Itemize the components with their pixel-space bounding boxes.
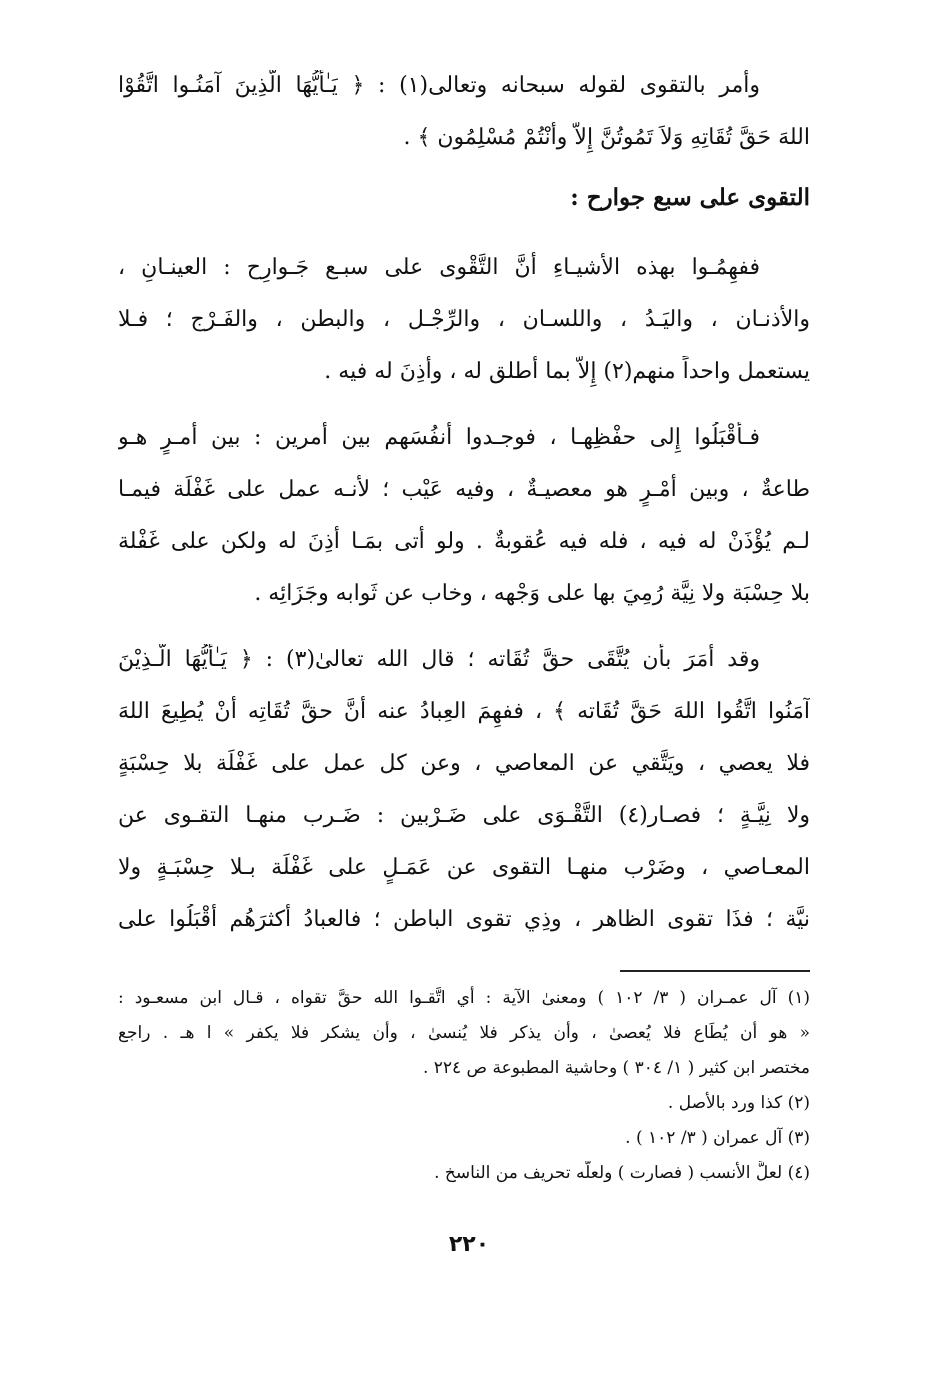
footnotes [118,986,810,1196]
text-line: طاعةٌ ، وبين أَمْـرٍ هو معصيـةٌ ، وفيه عَيْب ؛ لأنـه عمل على غَفْلَة فيمـا [118,477,810,502]
text-line: المعـاصي ، وضَرْب منهـا التقوى عن عَمَـلٍ على غَفْلَة بـلا حِسْبَـةٍ ولا [118,855,810,880]
footnote-line: « هو أن يُطَاع فلا يُعصىٰ ، وأن يذكر فلا يُنسىٰ ، وأن يشكر فلا يكفر » ا هـ . راجع [118,1023,810,1043]
text-line: بلا حِسْبَة ولا نِيَّة رُمِيَ بها على وَجْهه ، وخاب عن ثَوابه وجَزَائِه . [254,581,810,606]
text-line: ولا نِيَّـةٍ ؛ فصـار(٤) التَّقْـوَى على ضَـرْبين : ضَـرب منهـا التقـوى عن [118,803,810,828]
footnote-line: (٣) آل عمران ( ٣/ ١٠٢ ) . [625,1128,810,1148]
text-line: فـأَقْبَلُوا إِلى حفْظِهـا ، فوجـدوا أَنفُسَهم بين أَمرين : بين أَمـرٍ هـو [118,425,760,450]
section-heading: التقوى على سبع جوارح : [570,184,810,211]
opening-paragraph [118,70,810,174]
text-line: ففهِمُـوا بهذه الأَشيـاءِ أَنَّ التَّقْوى على سبـع جَـوارِح : العينـانِ ، [118,255,760,280]
footnote-line: مختصر ابن كثير ( ١/ ٣٠٤ ) وحاشية المطبوعة ص ٢٢٤ . [422,1058,810,1078]
text-line: والأُذنـان ، واليَـدُ ، واللسـان ، والرِّجْـل ، والبطن ، والفَـرْج ؛ فـلا [118,307,810,332]
text-line: وأمر بالتقوى لقوله سبحانه وتعالى(١) : ﴿ يَـٰأَيُّهَا الَّذِينَ آمَنُـوا اتَّقُوْا [118,73,760,98]
page-number: ٢٢٠ [448,1232,490,1257]
body-paragraph [118,252,810,408]
body-paragraph [118,422,810,630]
text-line: اللهَ حَقَّ تُقَاتِهِ وَلاَ تَمُوتُنَّ إِلاَّ وأَنْتُمْ مُسْلِمُون ﴾ . [403,125,810,150]
body-paragraph [118,644,810,956]
footnote-line: (٢) كذا ورد بالأصل . [667,1093,810,1113]
text-line: يستعمل واحداً منهم(٢) إِلاَّ بما أُطلق له ، وأُذِنَ له فيه . [324,359,810,384]
text-line: آمَنُوا اتَّقُوا اللهَ حَقَّ تُقَاته ﴾ ، ففهِمَ العِبادُ عنه أَنَّ حقَّ تُقَاتِه أَنْ يُطِيعَ اللهَ [118,699,810,724]
text-line: فلا يعصي ، ويَتَّقي عن المعاصي ، وعن كل عمل على غَفْلَة بلا حِسْبَةٍ [118,751,810,776]
text-line: نيَّة ؛ فذَا تقوى الظاهر ، وذِي تقوى الباطن ؛ فالعبادُ أَكثرَهُم أَقْبَلُوا على [118,907,810,932]
text-line: لـم يُؤْذَنْ له فيه ، فله فيه عُقوبةٌ . ولو أتى بمَـا أُذِنَ له ولكن على غَفْلة [118,529,810,554]
book-page [0,70,938,1370]
text-line: وقد أَمَرَ بأن يُتَّقَى حقَّ تُقَاته ؛ قال الله تعالىٰ(٣) : ﴿ يَـٰأَيُّهَا الَّـذِيْنَ [118,647,760,672]
footnote-line: (٤) لعلَّ الأنسب ( فصارت ) ولعلَّه تحريف من الناسخ . [434,1163,810,1183]
footnote-separator [620,970,810,972]
footnote-line: (١) آل عمـران ( ٣/ ١٠٢ ) ومعنىٰ الآية : أي اتَّقـوا الله حقَّ تقواه ، قـال ابن مسعـود : [118,988,810,1008]
